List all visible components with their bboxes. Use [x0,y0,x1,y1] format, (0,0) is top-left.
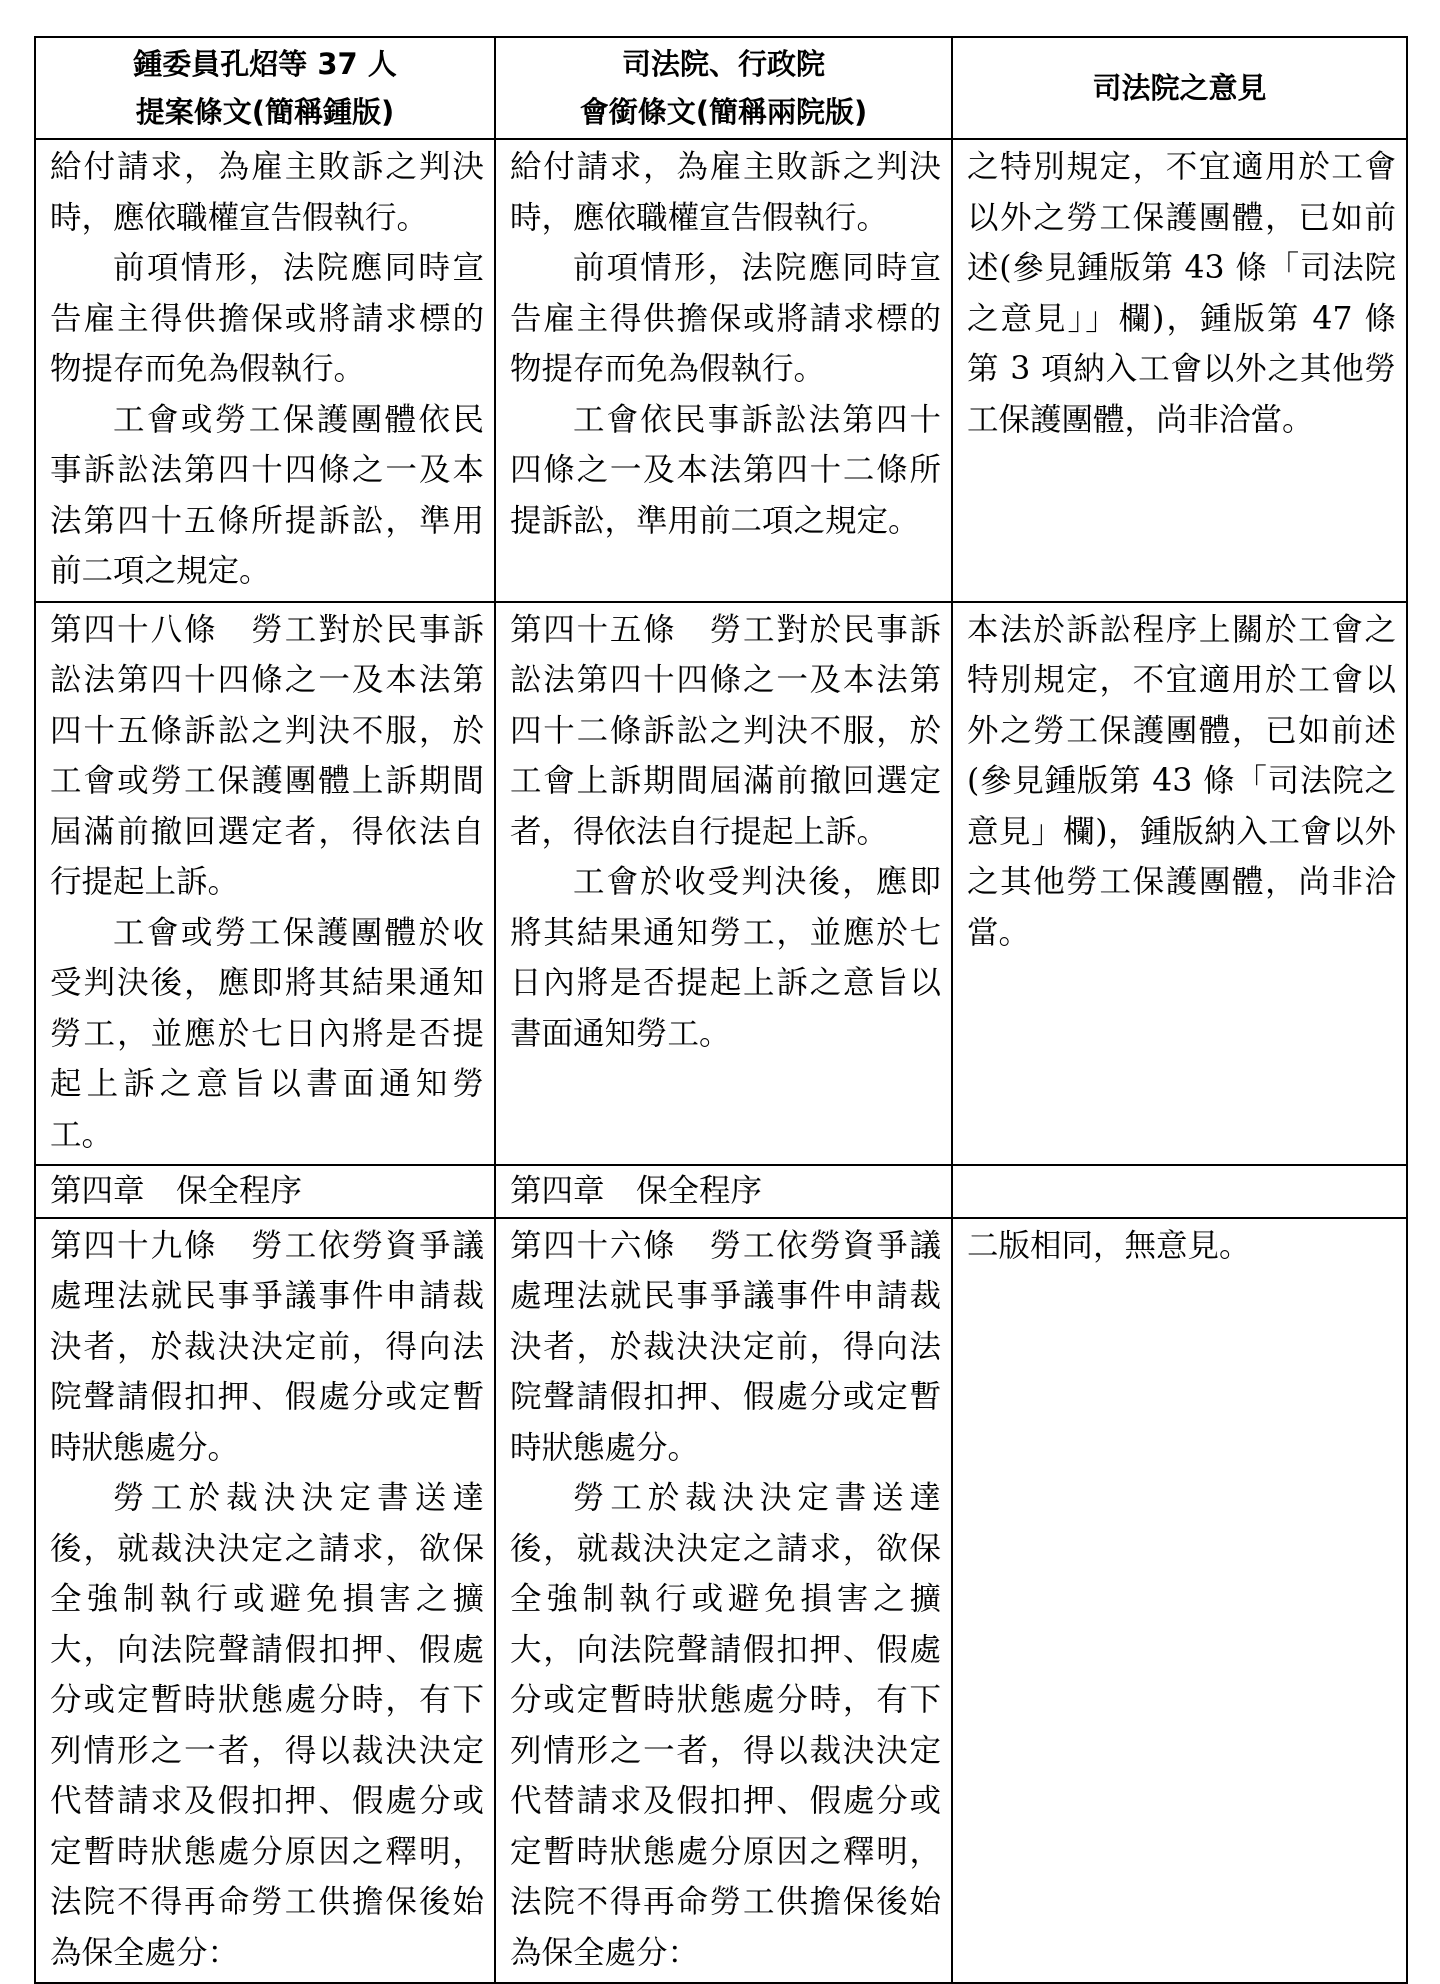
zhong-version-cell [35,602,495,1166]
paragraph: 前項情形，法院應同時宣告雇主得供擔保或將請求標的物提存而免為假執行。 [50,250,484,387]
header-col2-line1: 司法院、行政院 [621,47,825,81]
table-row [35,139,1407,602]
comparison-table [34,36,1408,1984]
zhong-version-cell [35,139,495,602]
table-row [35,1218,1407,1984]
paragraph: 工會於收受判決後，應即將其結果通知勞工，並應於七日內將是否提起上訴之意旨以書面通知勞工。 [510,864,941,1052]
header-row [35,37,1407,139]
paragraph: 工會或勞工保護團體於收受判決後，應即將其結果通知勞工，並應於七日內將是否提起上訴之意旨以書面通知勞工。 [50,914,484,1153]
two-courts-version-cell [495,1218,952,1984]
paragraph: 二版相同，無意見。 [967,1227,1251,1264]
two-courts-version-cell [495,1165,952,1218]
paragraph: 給付請求，為雇主敗訴之判決時，應依職權宣告假執行。 [510,149,941,236]
paragraph: 前項情形，法院應同時宣告雇主得供擔保或將請求標的物提存而免為假執行。 [510,250,941,387]
opinion-cell [952,139,1407,602]
two-courts-version-cell [495,139,952,602]
section-heading: 第四章 保全程序 [510,1173,763,1209]
opinion-cell [952,1218,1407,1984]
paragraph: 勞工於裁決決定書送達後，就裁決決定之請求，欲保全強制執行或避免損害之擴大，向法院聲請假扣押、假處分或定暫時狀態處分時，有下列情形之一者，得以裁決決定代替請求及假扣押、假處分或定暫時狀態處分原因之釋明，法院不得再命勞工供擔保後始為保全處分： [510,1480,941,1971]
header-judicial-opinion [952,37,1407,139]
section-heading: 第四章 保全程序 [50,1173,303,1209]
table-row [35,602,1407,1166]
two-courts-version-cell [495,602,952,1166]
header-two-courts-version [495,37,952,139]
header-col1-line1: 鍾委員孔炤等 37 人 [133,47,397,81]
header-zhong-version [35,37,495,139]
paragraph: 工會或勞工保護團體依民事訴訟法第四十四條之一及本法第四十五條所提訴訟，準用前二項之規定。 [50,401,484,589]
header-col1-line2: 提案條文(簡稱鍾版) [135,95,395,129]
header-col2-line2: 會銜條文(簡稱兩院版) [579,95,868,129]
article-paragraph: 第四十八條 勞工對於民事訴訟法第四十四條之一及本法第四十五條訴訟之判決不服，於工會或勞工保護團體上訴期間屆滿前撤回選定者，得依法自行提起上訴。 [50,611,484,900]
opinion-cell [952,1165,1407,1218]
paragraph: 本法於訴訟程序上關於工會之特別規定，不宜適用於工會以外之勞工保護團體，已如前述(參見鍾版第 43 條「司法院之意見」欄)，鍾版納入工會以外之其他勞工保護團體，尚非洽當。 [967,611,1396,951]
zhong-version-cell [35,1165,495,1218]
opinion-cell [952,602,1407,1166]
paragraph: 之特別規定，不宜適用於工會以外之勞工保護團體，已如前述(參見鍾版第 43 條「司法院之意見」」欄)，鍾版第 47 條第 3 項納入工會以外之其他勞工保護團體，尚非洽當。 [967,149,1396,438]
header-col3: 司法院之意見 [1092,71,1267,105]
zhong-version-cell [35,1218,495,1984]
paragraph: 給付請求，為雇主敗訴之判決時，應依職權宣告假執行。 [50,149,484,236]
paragraph: 工會依民事訴訟法第四十四條之一及本法第四十二條所提訴訟，準用前二項之規定。 [510,401,941,539]
paragraph: 勞工於裁決決定書送達後，就裁決決定之請求，欲保全強制執行或避免損害之擴大，向法院聲請假扣押、假處分或定暫時狀態處分時，有下列情形之一者，得以裁決決定代替請求及假扣押、假處分或定暫時狀態處分原因之釋明，法院不得再命勞工供擔保後始為保全處分： [50,1480,484,1971]
article-paragraph: 第四十六條 勞工依勞資爭議處理法就民事爭議事件申請裁決者，於裁決決定前，得向法院聲請假扣押、假處分或定暫時狀態處分。 [510,1227,941,1466]
article-paragraph: 第四十九條 勞工依勞資爭議處理法就民事爭議事件申請裁決者，於裁決決定前，得向法院聲請假扣押、假處分或定暫時狀態處分。 [50,1227,484,1466]
article-paragraph: 第四十五條 勞工對於民事訴訟法第四十四條之一及本法第四十二條訴訟之判決不服，於工會上訴期間屆滿前撤回選定者，得依法自行提起上訴。 [510,611,941,850]
section-row [35,1165,1407,1218]
